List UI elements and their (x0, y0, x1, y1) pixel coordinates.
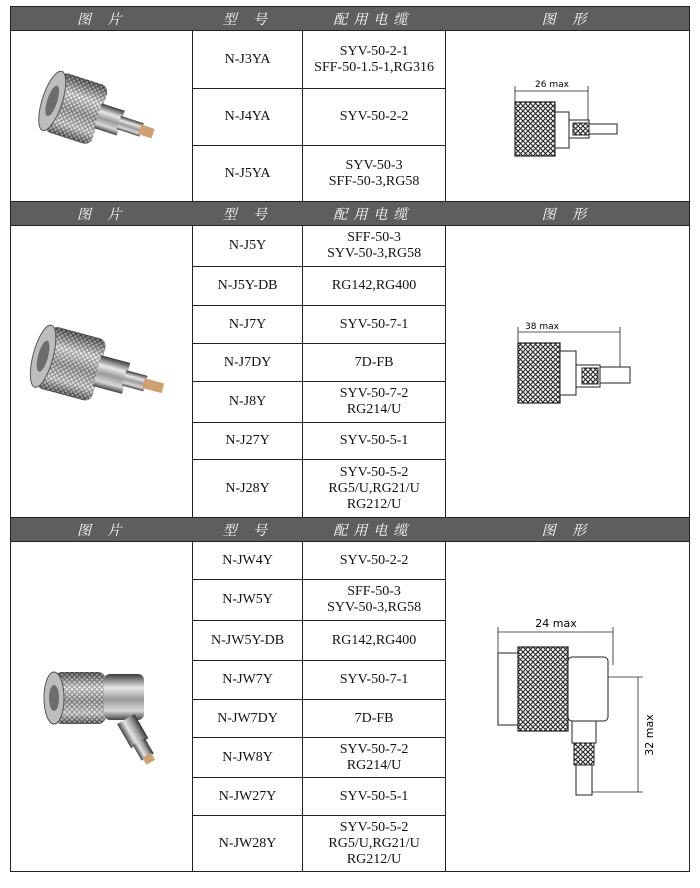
table-header-row (11, 7, 689, 30)
table-row (193, 31, 445, 88)
cable-text: RG5/U,RG21/U (328, 480, 420, 496)
header-model: 型 号 (222, 522, 274, 539)
cable-text: SFF-50-3,RG58 (328, 173, 420, 189)
table-row (193, 305, 445, 343)
cable-cell (303, 382, 445, 422)
model-cell: N-J5YA (193, 146, 303, 201)
header-drawing: 图 形 (541, 206, 593, 223)
cable-cell (303, 306, 445, 343)
cable-text: RG212/U (346, 496, 402, 512)
table-row (193, 459, 445, 517)
dimension-label: 38 max (524, 321, 559, 332)
table-row (193, 381, 445, 422)
cable-text: 7D-FB (354, 354, 394, 370)
table-row (193, 579, 445, 620)
cable-cell (303, 542, 445, 579)
connector-catalog-table (10, 6, 690, 872)
cable-text: SYV-50-3,RG58 (327, 246, 422, 261)
model-cell: N-JW8Y (193, 738, 303, 777)
connector-photo-image (27, 312, 177, 432)
header-model: 型 号 (222, 206, 274, 223)
header-drawing: 图 形 (541, 11, 593, 28)
cable-cell (303, 31, 445, 88)
model-cell: N-JW7DY (193, 700, 303, 737)
cable-text: SFF-50-3 (347, 584, 401, 599)
dimension-label: 26 max (534, 80, 569, 90)
cable-cell (303, 778, 445, 815)
cable-cell (303, 344, 445, 381)
cable-cell (303, 816, 445, 871)
drawing-straight-26 (468, 66, 668, 166)
model-cell: N-JW5Y (193, 580, 303, 620)
header-photo: 图 片 (77, 522, 128, 539)
cable-text: SYV-50-2-1 (339, 43, 409, 59)
table-row (193, 815, 445, 871)
cable-cell (303, 580, 445, 620)
model-cell: N-J27Y (193, 423, 303, 459)
cable-text: RG142,RG400 (331, 278, 417, 293)
model-rows (193, 542, 446, 871)
table-row (193, 266, 445, 305)
header-cable: 配用电缆 (333, 522, 414, 539)
cable-text: RG5/U,RG21/U (328, 835, 420, 851)
drawing-right-angle (468, 607, 668, 807)
cable-text: SYV-50-7-2 (339, 386, 409, 401)
table-row (193, 88, 445, 145)
product-photo (11, 226, 193, 517)
cable-text: SYV-50-3,RG58 (327, 600, 422, 615)
model-cell: N-J7Y (193, 306, 303, 343)
cable-cell (303, 267, 445, 305)
connector-photo-image (32, 56, 172, 176)
cable-cell (303, 226, 445, 266)
model-cell: N-J28Y (193, 460, 303, 517)
cable-text: SYV-50-7-1 (339, 672, 409, 687)
model-cell: N-J3YA (193, 31, 303, 88)
drawing-straight-38 (468, 317, 668, 427)
cable-text: RG142,RG400 (331, 632, 417, 648)
header-model: 型 号 (222, 11, 274, 28)
model-cell: N-J8Y (193, 382, 303, 422)
table-row (193, 777, 445, 815)
cable-text: SFF-50-1.5-1,RG316 (314, 59, 434, 75)
model-cell: N-J5Y (193, 226, 303, 266)
table-header-row (11, 517, 689, 541)
cable-text: SYV-50-5-1 (339, 433, 409, 448)
model-cell: N-JW7Y (193, 661, 303, 699)
table-row (193, 620, 445, 660)
cable-cell (303, 423, 445, 459)
product-photo (11, 542, 193, 871)
header-photo: 图 片 (77, 206, 128, 223)
cable-text: SFF-50-3 (347, 230, 401, 245)
header-drawing: 图 形 (541, 522, 593, 539)
table-row (193, 699, 445, 737)
model-cell: N-JW27Y (193, 778, 303, 815)
section-straight-crimp-a (11, 30, 689, 201)
table-row (193, 422, 445, 459)
cable-text: 7D-FB (354, 710, 394, 726)
cable-text: RG214/U (346, 757, 402, 773)
cable-text: SYV-50-3 (345, 157, 403, 173)
cable-text: SYV-50-5-2 (339, 819, 409, 835)
table-row (193, 737, 445, 777)
cable-text: SYV-50-2-2 (339, 552, 409, 568)
cable-cell (303, 460, 445, 517)
dimension-drawing (446, 31, 689, 201)
header-cable: 配用电缆 (333, 206, 414, 223)
cable-cell (303, 89, 445, 145)
model-cell: N-JW4Y (193, 542, 303, 579)
cable-cell (303, 738, 445, 777)
dimension-drawing (446, 542, 689, 871)
header-photo: 图 片 (77, 11, 128, 28)
model-cell: N-J5Y-DB (193, 267, 303, 305)
cable-cell (303, 661, 445, 699)
product-photo (11, 31, 193, 201)
model-cell: N-JW5Y-DB (193, 621, 303, 660)
connector-photo-image (32, 642, 172, 772)
cable-cell (303, 621, 445, 660)
cable-cell (303, 700, 445, 737)
section-straight-crimp-b (11, 225, 689, 517)
model-cell: N-J4YA (193, 89, 303, 145)
model-rows (193, 226, 446, 517)
model-cell: N-J7DY (193, 344, 303, 381)
section-right-angle (11, 541, 689, 871)
cable-text: SYV-50-2-2 (339, 109, 409, 124)
table-header-row (11, 201, 689, 225)
cable-text: SYV-50-5-2 (339, 464, 409, 480)
cable-text: SYV-50-7-1 (339, 316, 409, 332)
dimension-label-vertical: 32 max (642, 713, 656, 756)
cable-text: RG214/U (346, 402, 402, 417)
cable-text: SYV-50-5-1 (339, 788, 409, 804)
cable-text: RG212/U (346, 851, 402, 867)
table-row (193, 660, 445, 699)
cable-text: SYV-50-7-2 (339, 741, 409, 757)
dimension-label: 24 max (534, 616, 577, 630)
header-cable: 配用电缆 (333, 11, 414, 28)
table-row (193, 145, 445, 201)
cable-cell (303, 146, 445, 201)
model-cell: N-JW28Y (193, 816, 303, 871)
table-row (193, 542, 445, 579)
model-rows (193, 31, 446, 201)
table-row (193, 226, 445, 266)
table-row (193, 343, 445, 381)
dimension-drawing (446, 226, 689, 517)
